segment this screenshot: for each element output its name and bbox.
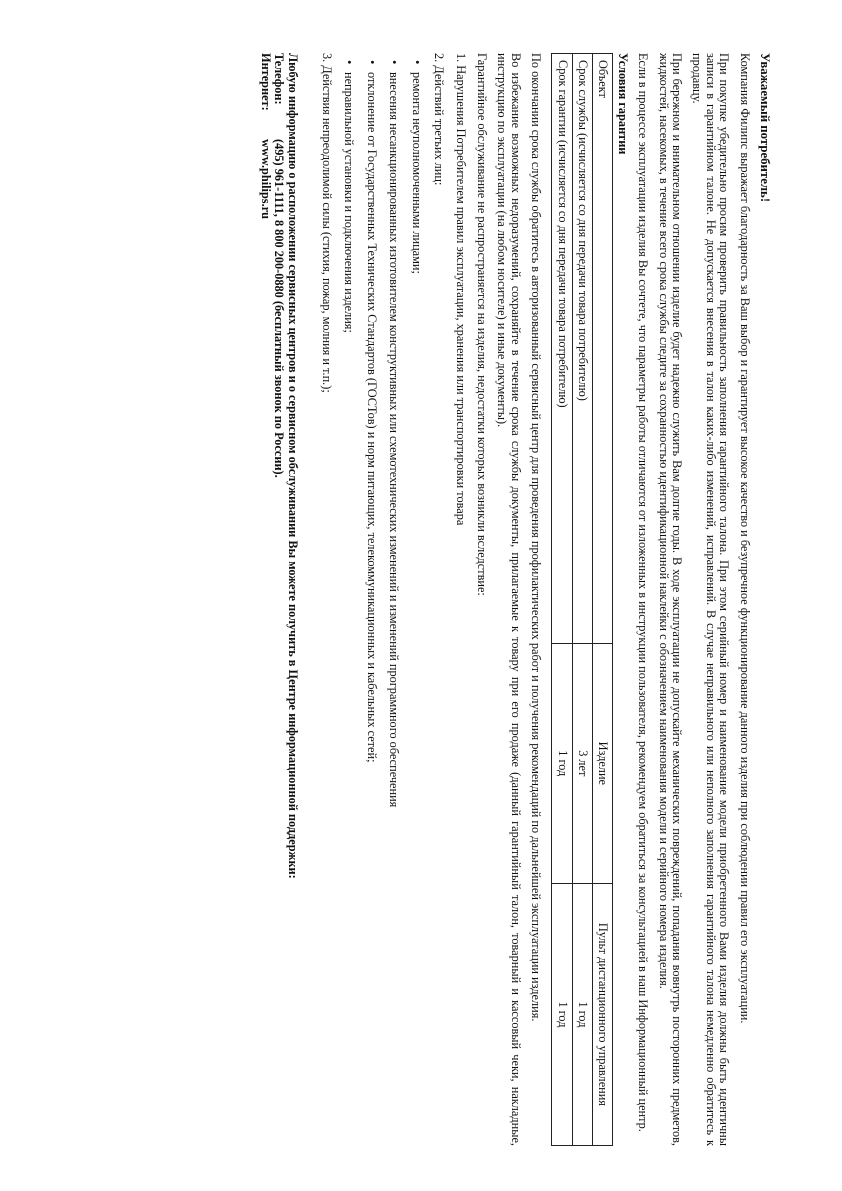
table-row — [552, 53, 572, 1145]
internet-line — [258, 53, 271, 1146]
table-cell: 3 лет — [572, 643, 592, 883]
support-footer — [258, 53, 298, 1146]
table-header-object: Объект — [592, 53, 612, 643]
exclusion-item-3: 3. Действия непреодолимой силы (стихия, пожар, молния и т.п.); — [320, 52, 335, 393]
internet-link[interactable]: www.philips.ru — [258, 138, 273, 219]
intro-paragraph: Компания Филипс выражает благодарность за Ваш выбор и гарантирует высокое качество и безупречное функционирование данного изделия при соблюдении правил его эксплуатации. — [737, 52, 752, 1023]
care-paragraph: При бережном и внимательном отношении изделие будет надежно служить Вам долгие годы. В ходе эксплуатации не допускайте механических повреждений, попадания вовнутрь посторонних предметов, жидкостей, насекомых, в течение всего срока службы следите за сохранностью идентификационной наклейки с обозначением наименования модели и серийного номера изделия. — [656, 52, 684, 1146]
phone-value: (495) 961-1111, 8 800 200-0880 (бесплатный звонок по России). — [272, 138, 287, 478]
table-header-row — [592, 53, 612, 1145]
warranty-conditions-title: Условия гарантии — [615, 52, 630, 154]
phone-label: Телефон: — [272, 52, 287, 105]
purchase-check-paragraph: При покупке убедительно просим проверить правильность заполнения гарантийного талона. При этом серийный номер и наименование модели приобретенного Вами изделия должны быть идентичны записи в гарантийном талоне. Не допускается внесения в талон каких-либо изменений, исправлений. В случае неправильного или неполного заполнения гарантийного талона немедленно обратитесь к продавцу. — [690, 52, 732, 1146]
exclusion-item-1: 1. Нарушения Потребителем правил эксплуатации, хранения или транспортировки товара — [454, 52, 469, 525]
table-header-product: Изделие — [592, 643, 612, 883]
table-cell: Срок гарантии (исчисляется со дня передачи товара потребителю) — [552, 53, 572, 643]
warranty-table — [551, 53, 613, 1146]
list-item: • внесения несанкционированных изготовителем конструктивных или схемотехнических изменений и изменений программного обеспечения — [387, 53, 400, 1146]
table-cell: 1 год — [552, 643, 572, 883]
internet-label: Интернет: — [258, 52, 273, 111]
table-row — [572, 53, 592, 1145]
table-cell: Срок службы (исчисляется со дня передачи товара потребителю) — [572, 53, 592, 643]
keep-documents-paragraph: Во избежание возможных недоразумений, сохраняйте в течение срока службы документы, прилагаемые к товару при его продаже (данный гарантийный талон, товарный и кассовый чеки, накладные, инструкцию по эксплуатации (на любом носителе) и иные документы). — [495, 52, 523, 1146]
table-cell: 1 год — [572, 883, 592, 1145]
exclusions-intro-paragraph: Гарантийное обслуживание не распространяется на изделия, недостатки которых возникли вследствие: — [474, 52, 489, 596]
phone-line — [272, 53, 285, 1146]
support-intro: Любую информацию о расположении сервисных центров и о сервисном обслуживании Вы можете получить в Центре информационной поддержки: — [285, 52, 300, 879]
greeting-heading: Уважаемый потребитель! — [758, 52, 772, 202]
table-cell: 1 год — [552, 883, 572, 1145]
list-item: • неправильной установки и подключения изделия; — [342, 53, 355, 1146]
exclusion-item-2: 2. Действий третьих лиц: — [432, 52, 447, 185]
service-end-paragraph: По окончании срока службы обратитесь в авторизованный сервисный центр для проведения профилактических работ и получения рекомендаций по дальнейшей эксплуатации изделия. — [529, 52, 544, 1021]
list-item: • ремонта неуполномоченными лицами; — [409, 53, 422, 1146]
consultation-paragraph: Если в процессе эксплуатации изделия Вы сочтете, что параметры работы отличаются от изложенных в инструкции пользователя, рекомендуем обратиться за консультацией в наш Информационный центр. — [636, 52, 651, 1132]
warranty-page — [71, 31, 771, 1161]
list-item: • отклонение от Государственных Технических Стандартов (ГОСТов) и норм питающих, телекоммуникационных и кабельных сетей; — [364, 53, 377, 1146]
table-header-remote: Пульт дистанционного управления — [592, 883, 612, 1145]
